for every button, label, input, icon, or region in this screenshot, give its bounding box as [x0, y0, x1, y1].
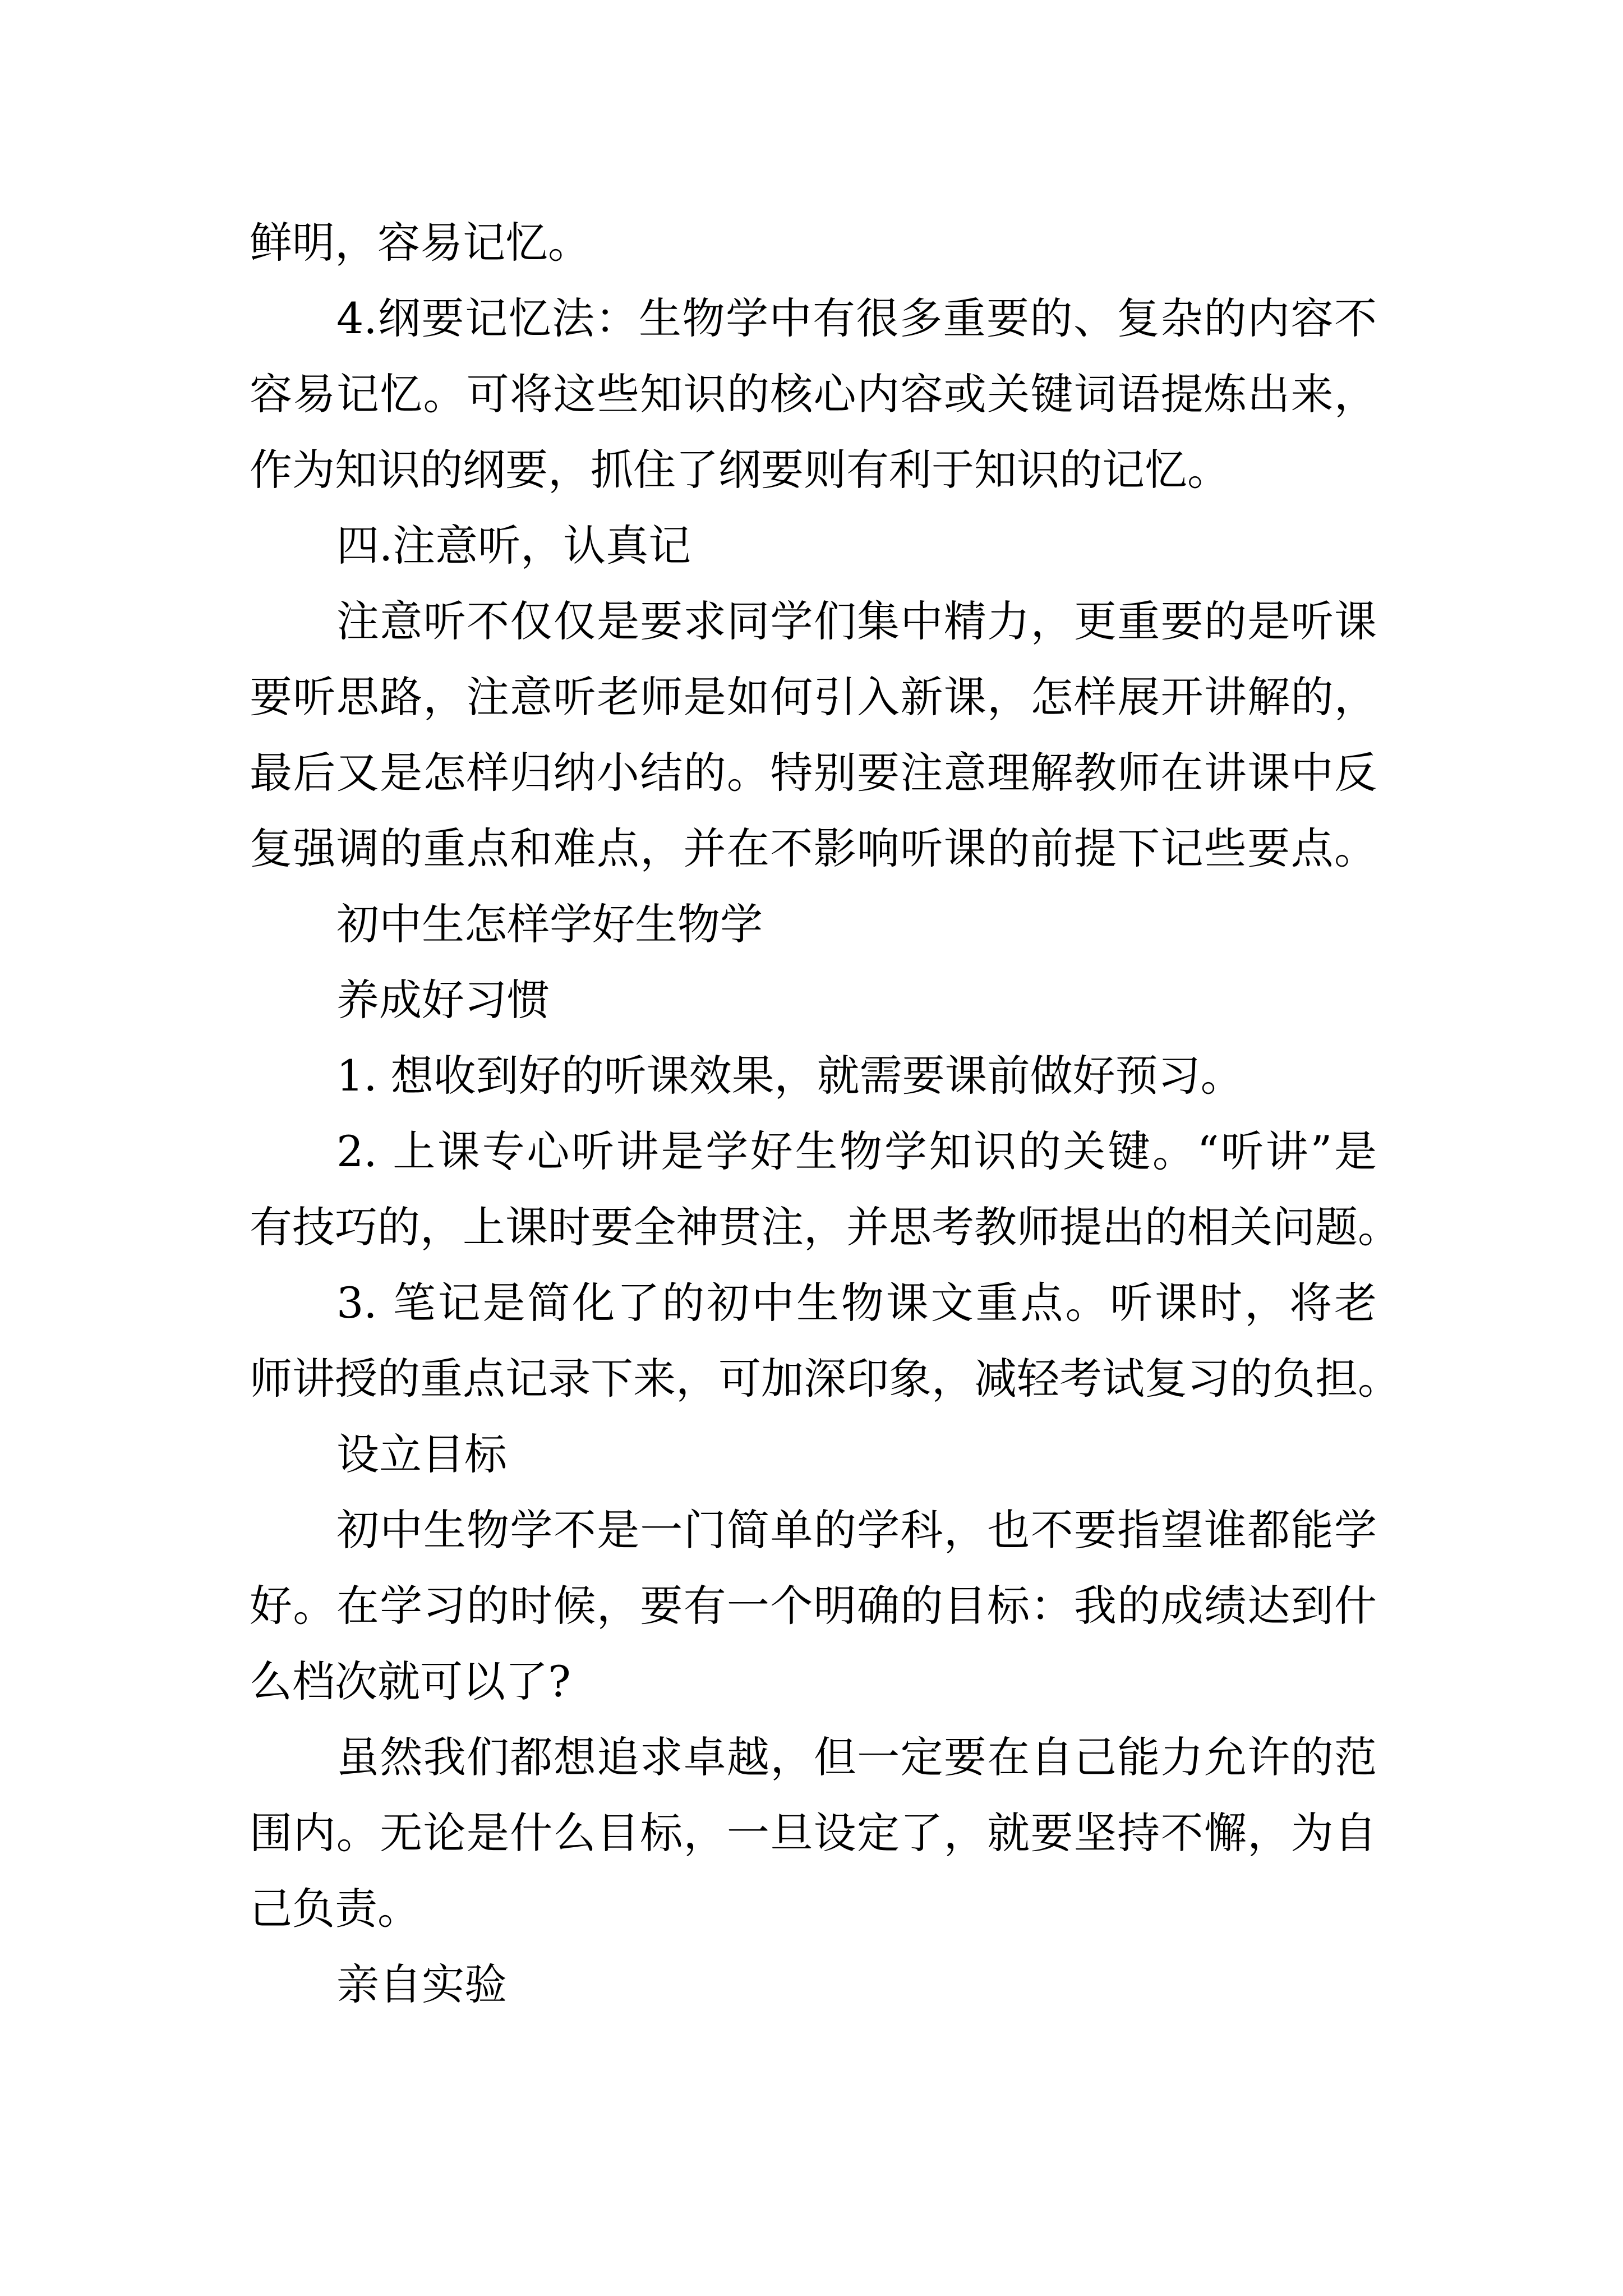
- text-line-16: 师讲授的重点记录下来，可加深印象，减轻考试复习的负担。: [250, 1354, 1400, 1404]
- section-heading-experiment: 亲自实验: [336, 1959, 507, 2009]
- text-line-8: 最后又是怎样归纳小结的。特别要注意理解教师在讲课中反: [250, 748, 1377, 798]
- text-line-14: 有技巧的，上课时要全神贯注，并思考教师提出的相关问题。: [250, 1202, 1400, 1252]
- text-line-21: 虽然我们都想追求卓越，但一定要在自己能力允许的范: [336, 1732, 1377, 1782]
- text-line-15: 3. 笔记是简化了的初中生物课文重点。听课时，将老: [336, 1278, 1377, 1328]
- article-title: 初中生怎样学好生物学: [336, 899, 763, 949]
- text-line-13: 2. 上课专心听讲是学好生物学知识的关键。“听讲”是: [336, 1126, 1377, 1176]
- text-line-6: 注意听不仅仅是要求同学们集中精力，更重要的是听课: [336, 596, 1377, 646]
- section-heading-habits: 养成好习惯: [336, 975, 550, 1025]
- text-line-19: 好。在学习的时候，要有一个明确的目标：我的成绩达到什: [250, 1581, 1377, 1631]
- text-line-18: 初中生物学不是一门简单的学科，也不要指望谁都能学: [336, 1505, 1377, 1555]
- text-line-12: 1. 想收到好的听课效果，就需要课前做好预习。: [336, 1051, 1243, 1101]
- section-heading-4: 四.注意听，认真记: [336, 521, 691, 570]
- text-line-20: 么档次就可以了?: [250, 1657, 571, 1706]
- text-line-23: 己负责。: [250, 1884, 420, 1934]
- text-line-9: 复强调的重点和难点，并在不影响听课的前提下记些要点。: [250, 823, 1377, 873]
- text-line-4: 作为知识的纲要，抓住了纲要则有利于知识的记忆。: [250, 445, 1230, 495]
- text-line-1: 鲜明，容易记忆。: [250, 218, 591, 268]
- text-line-7: 要听思路，注意听老师是如何引入新课，怎样展开讲解的，: [250, 672, 1377, 722]
- text-line-3: 容易记忆。可将这些知识的核心内容或关键词语提炼出来，: [250, 369, 1377, 419]
- text-line-2: 4.纲要记忆法：生物学中有很多重要的、复杂的内容不: [336, 293, 1377, 343]
- section-heading-goals: 设立目标: [336, 1429, 507, 1479]
- text-line-22: 围内。无论是什么目标，一旦设定了，就要坚持不懈，为自: [250, 1808, 1377, 1858]
